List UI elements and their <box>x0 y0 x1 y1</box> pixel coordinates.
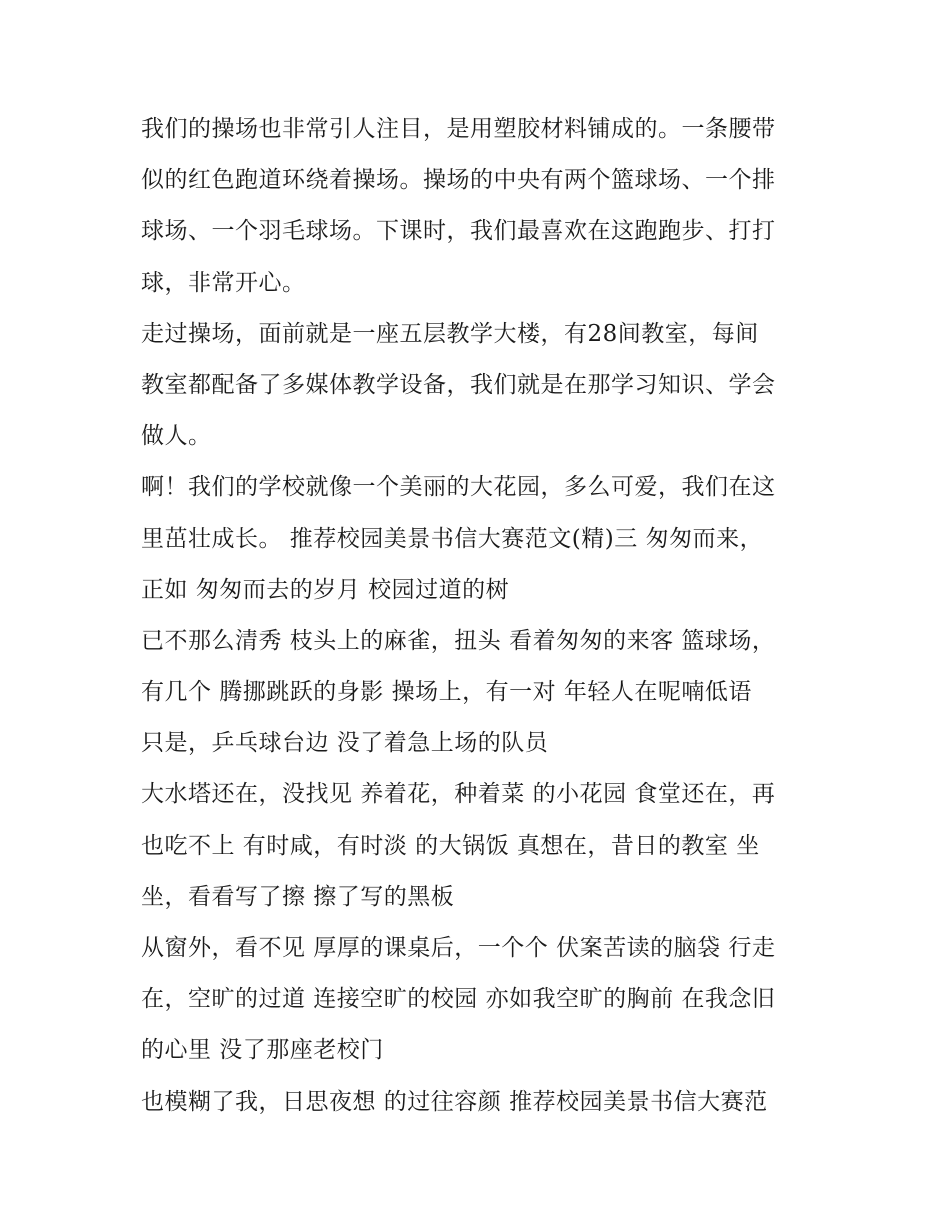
text-line: 做人。 <box>141 423 212 450</box>
text-line: 我们的操场也非常引人注目，是用塑胶材料铺成的。一条腰带 <box>141 116 776 142</box>
text-line: 教室都配备了多媒体教学设备，我们就是在那学习知识、学会 <box>141 371 776 398</box>
document-body <box>141 104 831 1128</box>
text-line: 里茁壮成长。 推荐校园美景书信大赛范文(精)三 匆匆而来， <box>141 525 764 552</box>
text-line: 只是，乒乓球台边 没了着急上场的队员 <box>141 730 549 757</box>
text-line: 也吃不上 有时咸，有时淡 的大锅饭 真想在，昔日的教室 坐 <box>141 832 760 859</box>
text-line: 在，空旷的过道 连接空旷的校园 亦如我空旷的胸前 在我念旧 <box>141 986 776 1013</box>
text-line: 正如 匆匆而去的岁月 校园过道的树 <box>141 576 510 603</box>
text-line: 似的红色跑道环绕着操场。操场的中央有两个篮球场、一个排 <box>141 167 776 194</box>
text-line: 啊！我们的学校就像一个美丽的大花园，多么可爱，我们在这 <box>141 474 776 501</box>
text-line: 走过操场，面前就是一座五层教学大楼，有28间教室，每间 <box>141 320 759 347</box>
text-line: 也模糊了我，日思夜想 的过往容颜 推荐校园美景书信大赛范 <box>141 1088 768 1115</box>
text-line: 球，非常开心。 <box>141 269 306 296</box>
text-line: 有几个 腾挪跳跃的身影 操场上，有一对 年轻人在呢喃低语 <box>141 679 752 706</box>
text-line: 从窗外，看不见 厚厚的课桌后，一个个 伏案苦读的脑袋 行走 <box>141 935 776 961</box>
text-line: 的心里 没了那座老校门 <box>141 1037 384 1064</box>
text-line: 大水塔还在，没找见 养着花，种着菜 的小花园 食堂还在，再 <box>141 781 776 808</box>
text-line: 已不那么清秀 枝头上的麻雀，扭头 看着匆匆的来客 篮球场， <box>141 627 776 654</box>
text-line: 球场、一个羽毛球场。下课时，我们最喜欢在这跑跑步、打打 <box>141 218 776 245</box>
text-line: 坐，看看写了擦 擦了写的黑板 <box>141 883 455 910</box>
